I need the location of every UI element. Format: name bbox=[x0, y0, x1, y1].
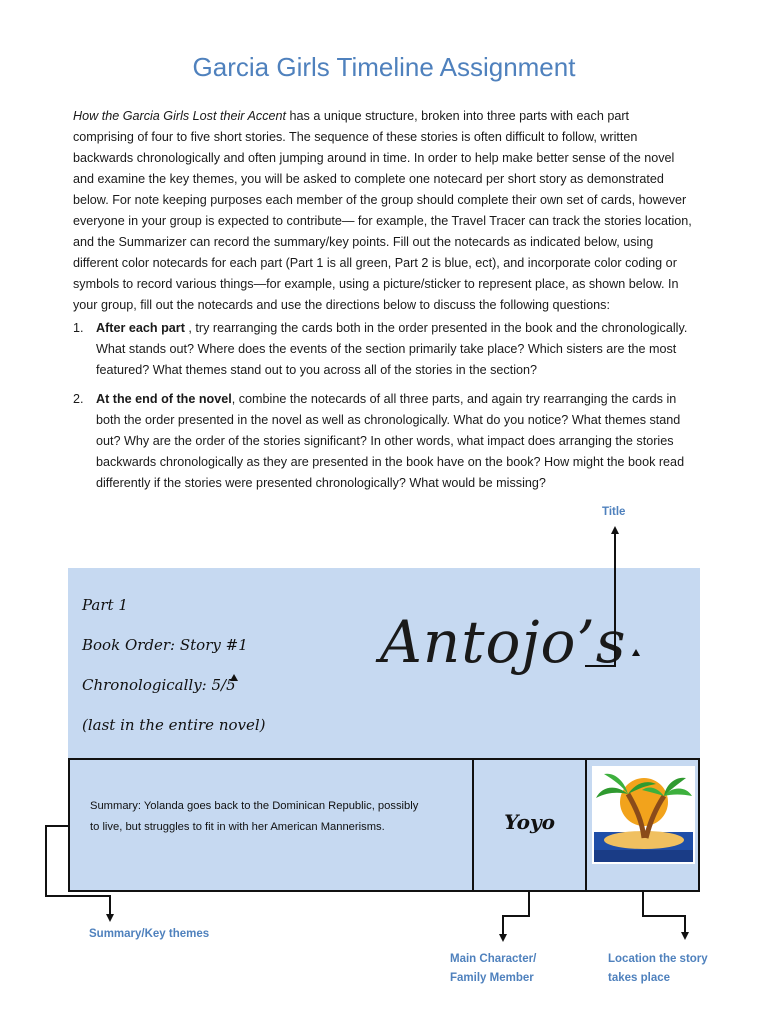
card-part: Part 1 bbox=[82, 596, 128, 614]
arrowhead bbox=[499, 934, 507, 942]
location-arrow-line bbox=[643, 892, 685, 934]
character-callout-label-line2: Family Member bbox=[450, 972, 534, 984]
character-arrow-line bbox=[503, 892, 529, 936]
title-callout-label: Title bbox=[602, 506, 626, 518]
title-arrow-line bbox=[585, 532, 615, 666]
question-lead: After each part bbox=[96, 321, 185, 335]
location-callout-label-line1: Location the story bbox=[608, 953, 708, 965]
list-number: 1. bbox=[73, 321, 84, 335]
location-callout-label-line2: takes place bbox=[608, 972, 671, 984]
card-chronological: Chronologically: 5/5 bbox=[82, 676, 236, 694]
question-text: , try rearranging the cards both in the order presented in the book and the chronologically. What stands out? Where does the events of the section primarily take place? Which sisters are the most featured? What themes stand out to you across all of the stories in the section? bbox=[96, 321, 688, 377]
character-callout-label-line1: Main Character/ bbox=[450, 953, 537, 965]
page-title: Garcia Girls Timeline Assignment bbox=[192, 52, 576, 82]
question-lead: At the end of the novel bbox=[96, 392, 232, 406]
list-number: 2. bbox=[73, 392, 84, 406]
card-book-order: Book Order: Story #1 bbox=[82, 636, 248, 654]
card-note: (last in the entire novel) bbox=[82, 716, 266, 734]
card-story-title: Antojo’s bbox=[380, 608, 627, 676]
book-title: How the Garcia Girls Lost their Accent bbox=[73, 109, 287, 123]
summary-arrow-line bbox=[46, 826, 110, 916]
question-text: , combine the notecards of all three parts, and again try rearranging the cards in both the order presented in the novel as well as chronologically. What do you notice? What themes stand out? Why are the order of the stories significant? In other words, what impact does arranging the stories backwards chronologically as they are presented in the book have on the book? How might the book read differently if the stories were presented chronologically? What would be missing? bbox=[96, 392, 685, 490]
card-character: Yoyo bbox=[504, 810, 555, 834]
arrowhead bbox=[106, 914, 114, 922]
arrowhead bbox=[681, 932, 689, 940]
summary-callout-label: Summary/Key themes bbox=[89, 928, 210, 940]
intro-body: has a unique structure, broken into three parts with each part comprising of four to five short stories. The sequence of these stories is often difficult to follow, written backwards chronologically and often jumping around in time. In order to help make better sense of the novel and examine the key themes, you will be asked to complete one notecard per short story as demonstrated below. For note keeping purposes each member of the group should complete their own set of cards, however everyone in your group is expected to contribute— for example, the Travel Tracer can track the stories location, and the Summarizer can record the summary/key points. Fill out the notecards as indicated below, using different color notecards for each part (Part 1 is all green, Part 2 is blue, ect), and incorporate color coding or symbols to record various things—for example, using a picture/sticker to represent place, as shown below. In your group, fill out the notecards and use the directions below to discuss the following questions: bbox=[73, 109, 692, 312]
card-summary: Summary: Yolanda goes back to the Dominican Republic, possibly to live, but struggles to fit in with her American Mannerisms. bbox=[90, 800, 419, 833]
arrowhead bbox=[611, 526, 619, 534]
